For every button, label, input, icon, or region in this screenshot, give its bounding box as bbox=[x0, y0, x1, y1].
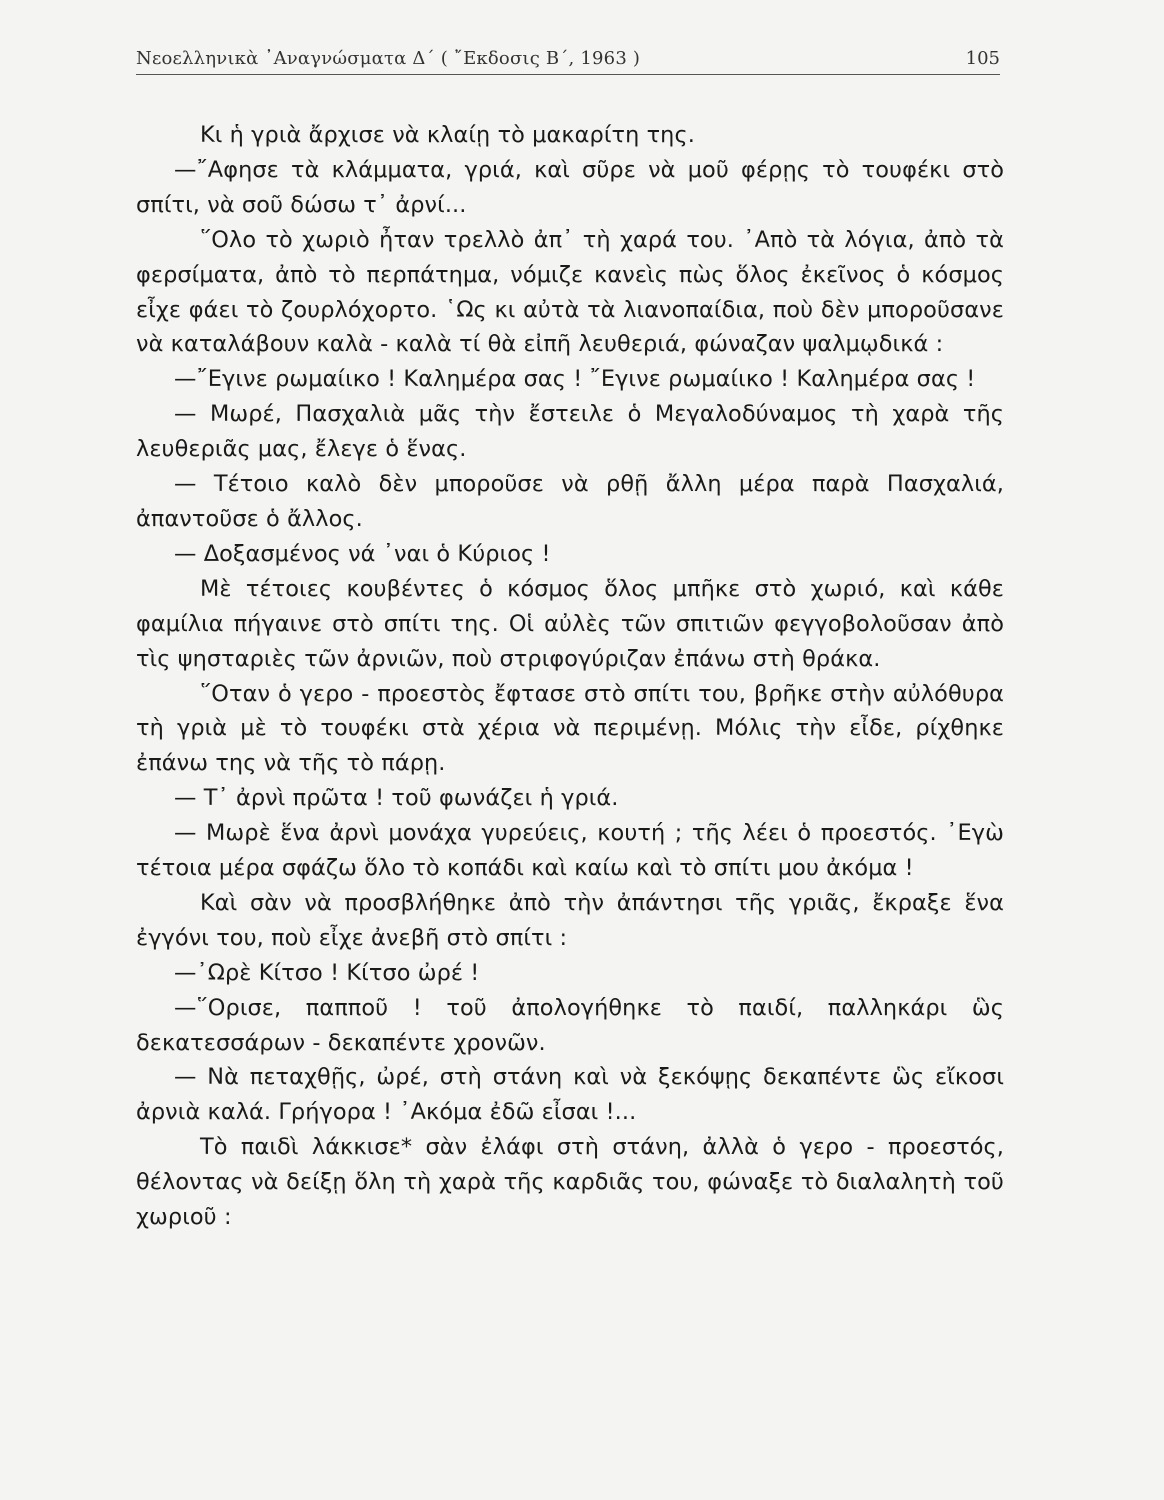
paragraph: Μὲ τέτοιες κουβέντες ὁ κόσμος ὅλος μπῆκε στὸ χωριό, καὶ κάθε φαμίλια πήγαινε στὸ σπίτι της. Οἱ αὐλὲς τῶν σπιτιῶν φεγγοβολοῦσαν ἀπὸ τὶς ψησταριὲς τῶν ἀρνιῶν, ποὺ στριφογύριζαν ἐπάνω στὴ θράκα. bbox=[136, 575, 1004, 672]
running-title: Νεοελληνικὰ ᾿Αναγνώσματα Δ΄ ( ῎Εκδοσις Β΄, 1963 ) bbox=[136, 48, 641, 69]
paragraph: Τὸ παιδὶ λάκκισε* σὰν ἐλάφι στὴ στάνη, ἀλλὰ ὁ γερο - προεστός, θέλοντας νὰ δείξῃ ὅλη τὴ χαρὰ τῆς καρδιᾶς του, φώναξε τὸ διαλαλητὴ τοῦ χωριοῦ : bbox=[136, 1134, 1004, 1231]
paragraph: Καὶ σὰν νὰ προσβλήθηκε ἀπὸ τὴν ἀπάντησι τῆς γριᾶς, ἔκραξε ἕνα ἐγγόνι του, ποὺ εἶχε ἀνεβῆ στὸ σπίτι : bbox=[136, 889, 1004, 951]
dialogue-line: — Δοξασμένος νά ᾿ναι ὁ Κύριος ! bbox=[174, 540, 551, 567]
header-rule bbox=[136, 74, 1000, 75]
dialogue-line: — Μωρέ, Πασχαλιὰ μᾶς τὴν ἔστειλε ὁ Μεγαλοδύναμος τὴ χαρὰ τῆς λευθεριᾶς μας, ἔλεγε ὁ ἕνας. bbox=[136, 401, 1004, 463]
page-header bbox=[136, 44, 1000, 78]
page-body bbox=[136, 118, 1004, 1235]
paragraph: ῞Ολο τὸ χωριὸ ἦταν τρελλὸ ἀπ᾿ τὴ χαρά του. ᾿Απὸ τὰ λόγια, ἀπὸ τὰ φερσίματα, ἀπὸ τὸ περπάτημα, νόμιζε κανεὶς πὼς ὅλος ἐκεῖνος ὁ κόσμος εἶχε φάει τὸ ζουρλόχορτο. ῾Ως κι αὐτὰ τὰ λιανοπαίδια, ποὺ δὲν μποροῦσανε νὰ καταλάβουν καλὰ - καλὰ τί θὰ εἰπῆ λευθεριά, φώναζαν ψαλμῳδικά : bbox=[136, 226, 1004, 358]
dialogue-line: —῎Εγινε ρωμαίικο ! Καλημέρα σας ! ῎Εγινε ρωμαίικο ! Καλημέρα σας ! bbox=[174, 366, 976, 393]
dialogue-line: —῞Ορισε, παπποῦ ! τοῦ ἀπολογήθηκε τὸ παιδί, παλληκάρι ὣς δεκατεσσάρων - δεκαπέντε χρονῶν. bbox=[136, 994, 1004, 1056]
dialogue-line: — Τ᾿ ἀρνὶ πρῶτα ! τοῦ φωνάζει ἡ γριά. bbox=[174, 785, 619, 812]
dialogue-line: — Νὰ πεταχθῇς, ὠρέ, στὴ στάνη καὶ νὰ ξεκόψῃς δεκαπέντε ὣς εἴκοσι ἀρνιὰ καλά. Γρήγορα ! ᾿Ακόμα ἐδῶ εἶσαι !... bbox=[136, 1064, 1004, 1126]
dialogue-line: — Μωρὲ ἕνα ἀρνὶ μονάχα γυρεύεις, κουτή ; τῆς λέει ὁ προεστός. ᾿Εγὼ τέτοια μέρα σφάζω ὅλο τὸ κοπάδι καὶ καίω καὶ τὸ σπίτι μου ἀκόμα ! bbox=[136, 820, 1004, 882]
dialogue-line: —῎Αφησε τὰ κλάμματα, γριά, καὶ σῦρε νὰ μοῦ φέρῃς τὸ τουφέκι στὸ σπίτι, νὰ σοῦ δώσω τ᾿ ἀρνί... bbox=[136, 156, 1004, 218]
paragraph: Κι ἡ γριὰ ἄρχισε νὰ κλαίῃ τὸ μακαρίτη της. bbox=[200, 122, 695, 148]
dialogue-line: — Τέτοιο καλὸ δὲν μποροῦσε νὰ ρθῇ ἄλλη μέρα παρὰ Πασχαλιά, ἀπαντοῦσε ὁ ἄλλος. bbox=[136, 471, 1004, 532]
paragraph: ῞Οταν ὁ γερο - προεστὸς ἔφτασε στὸ σπίτι του, βρῆκε στὴν αὐλόθυρα τὴ γριὰ μὲ τὸ τουφέκι στὰ χέρια νὰ περιμένῃ. Μόλις τὴν εἶδε, ρίχθηκε ἐπάνω της νὰ τῆς τὸ πάρῃ. bbox=[136, 680, 1004, 777]
page-number: 105 bbox=[965, 48, 1000, 69]
dialogue-line: —᾿Ωρὲ Κίτσο ! Κίτσο ὠρέ ! bbox=[174, 959, 480, 986]
